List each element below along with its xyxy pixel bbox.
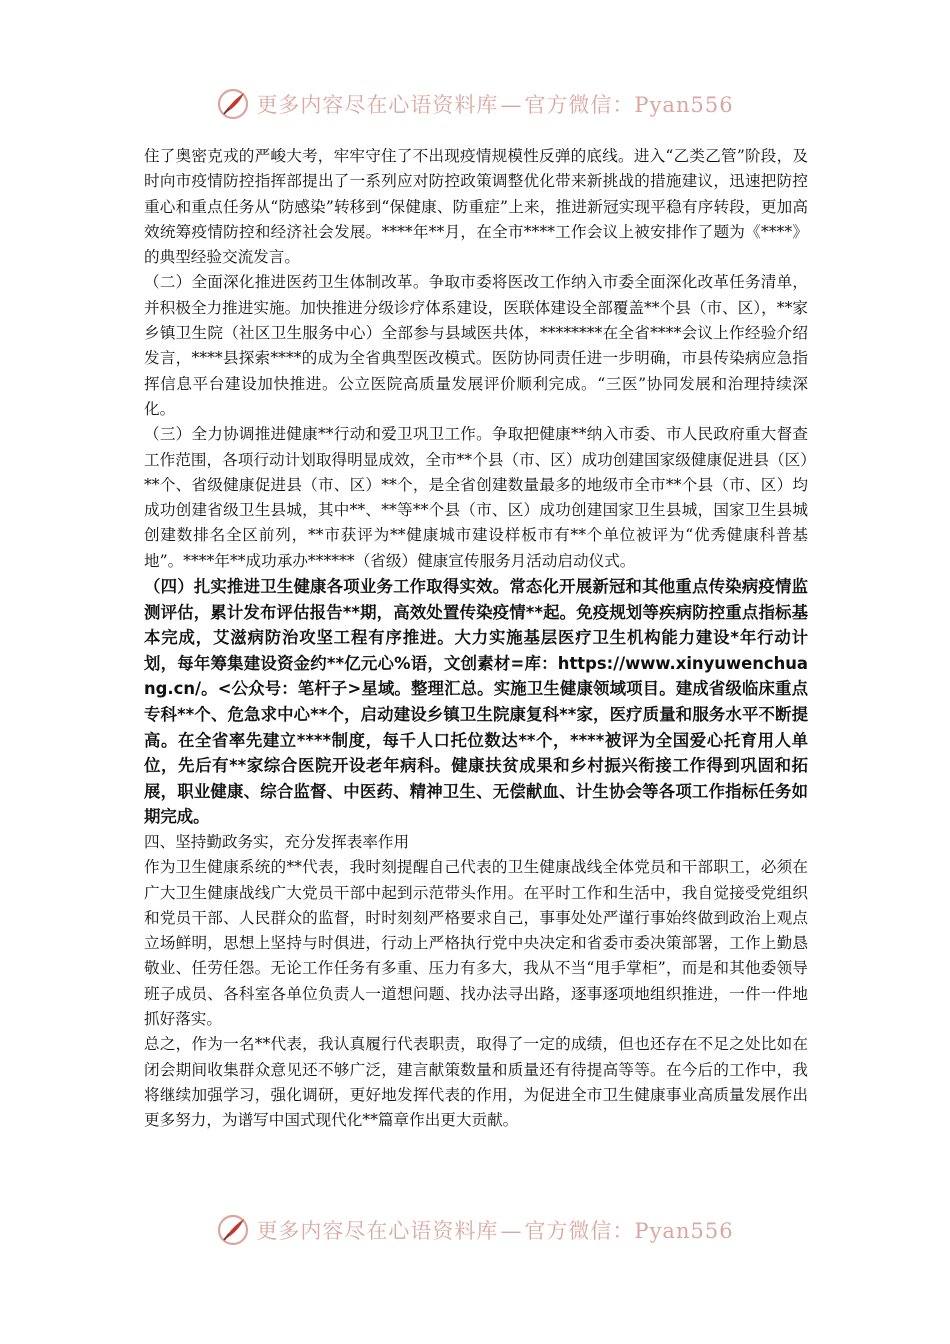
banner-dash: — [500, 1219, 523, 1243]
paragraph-6: 作为卫生健康系统的**代表，我时刻提醒自己代表的卫生健康战线全体党员和干部职工，必须在广大卫生健康战线广大党员干部中起到示范带头作用。在平时工作和生活中，我自觉接受党组织和党员干部、人民群众的监督，时时刻刻严格要求自己，事事处处严谨行事始终做到政治上观点立场鲜明，思想上坚持与时俱进，行动上严格执行党中央决定和省委市委决策部署，工作上勤恳敬业、任劳任怨。无论工作任务有多重、压力有多大，我从不当“甩手掌柜”，而是和其他委领导班子成员、各科室各单位负责人一道想问题、找办法寻出路，逐事逐项地组织推进，一件一件地抓好落实。 [144, 858, 808, 1029]
banner-main-text: 更多内容尽在心语资料库 [256, 1219, 499, 1243]
banner-dash: — [500, 93, 523, 117]
banner-wechat-text: 官方微信：Pyan556 [524, 1219, 734, 1243]
quill-logo-icon [216, 1213, 250, 1247]
document-body [144, 144, 808, 1134]
header-banner-text [256, 89, 733, 119]
banner-wechat-text: 官方微信：Pyan556 [524, 93, 734, 117]
footer-banner [0, 1208, 950, 1252]
banner-main-text: 更多内容尽在心语资料库 [256, 93, 499, 117]
paragraph-1: 住了奥密克戎的严峻大考，牢牢守住了不出现疫情规模性反弹的底线。进入“乙类乙管”阶段，及时向市疫情防控指挥部提出了一系列应对防控政策调整优化带来新挑战的措施建议，迅速把防控重心和重点任务从“防感染”转移到“保健康、防重症”上来，推进新冠实现平稳有序转段，更加高效统筹疫情防控和经济社会发展。****年**月，在全市****工作会议上被安排作了题为《****》的典型经验交流发言。 [144, 147, 808, 267]
paragraph-4-bold: （四）扎实推进卫生健康各项业务工作取得实效。常态化开展新冠和其他重点传染病疫情监测评估，累计发布评估报告**期，高效处置传染疫情**起。免疫规划等疾病防控重点指标基本完成，艾滋病防治攻坚工程有序推进。大力实施基层医疗卫生机构能力建设*年行动计划，每年筹集建设资金约**亿元心%语，文创素材=库：https://www.xinyuwenchuang.cn/。<公众号：笔杆子>星域。整理汇总。实施卫生健康领域项目。建成省级临床重点专科**个、危急求中心**个，启动建设乡镇卫生院康复科**家，医疗质量和服务水平不断提高。在全省率先建立****制度，每千人口托位数达**个，****被评为全国爱心托育用人单位，先后有**家综合医院开设老年病科。健康扶贫成果和乡村振兴衔接工作得到巩固和拓展，职业健康、综合监督、中医药、精神卫生、无偿献血、计生协会等各项工作指标任务如期完成。 [144, 577, 808, 827]
header-banner [0, 82, 950, 126]
footer-banner-text [256, 1215, 733, 1245]
section-heading: 四、坚持勤政务实，充分发挥表率作用 [144, 832, 410, 851]
paragraph-7: 总之，作为一名**代表，我认真履行代表职责，取得了一定的成绩，但也还存在不足之处比如在闭会期间收集群众意见还不够广泛，建言献策数量和质量还有待提高等等。在今后的工作中，我将继续加强学习，强化调研，更好地发挥代表的作用，为促进全市卫生健康事业高质量发展作出更多努力，为谱写中国式现代化**篇章作出更大贡献。 [144, 1035, 808, 1130]
paragraph-3: （三）全力协调推进健康**行动和爱卫巩卫工作。争取把健康**纳入市委、市人民政府重大督查工作范围，各项行动计划取得明显成效，全市**个县（市、区）成功创建国家级健康促进县（区）**个、省级健康促进县（市、区）**个，是全省创建数量最多的地级市全市**个县（市、区）均成功创建省级卫生县城，其中**、**等**个县（市、区）成功创建国家卫生县城，国家卫生县城创建数排名全区前列，**市获评为**健康城市建设样板市有**个单位被评为“优秀健康科普基地”。****年**成功承办******（省级）健康宣传服务月活动启动仪式。 [144, 425, 808, 570]
paragraph-2: （二）全面深化推进医药卫生体制改革。争取市委将医改工作纳入市委全面深化改革任务清单，并积极全力推进实施。加快推进分级诊疗体系建设，医联体建设全部覆盖**个县（市、区），**家乡镇卫生院（社区卫生服务中心）全部参与县域医共体，********在全省****会议上作经验介绍发言，****县探索****的成为全省典型医改模式。医防协同责任进一步明确，市县传染病应急指挥信息平台建设加快推进。公立医院高质量发展评价顺利完成。“三医”协同发展和治理持续深化。 [144, 273, 808, 418]
quill-logo-icon [216, 87, 250, 121]
